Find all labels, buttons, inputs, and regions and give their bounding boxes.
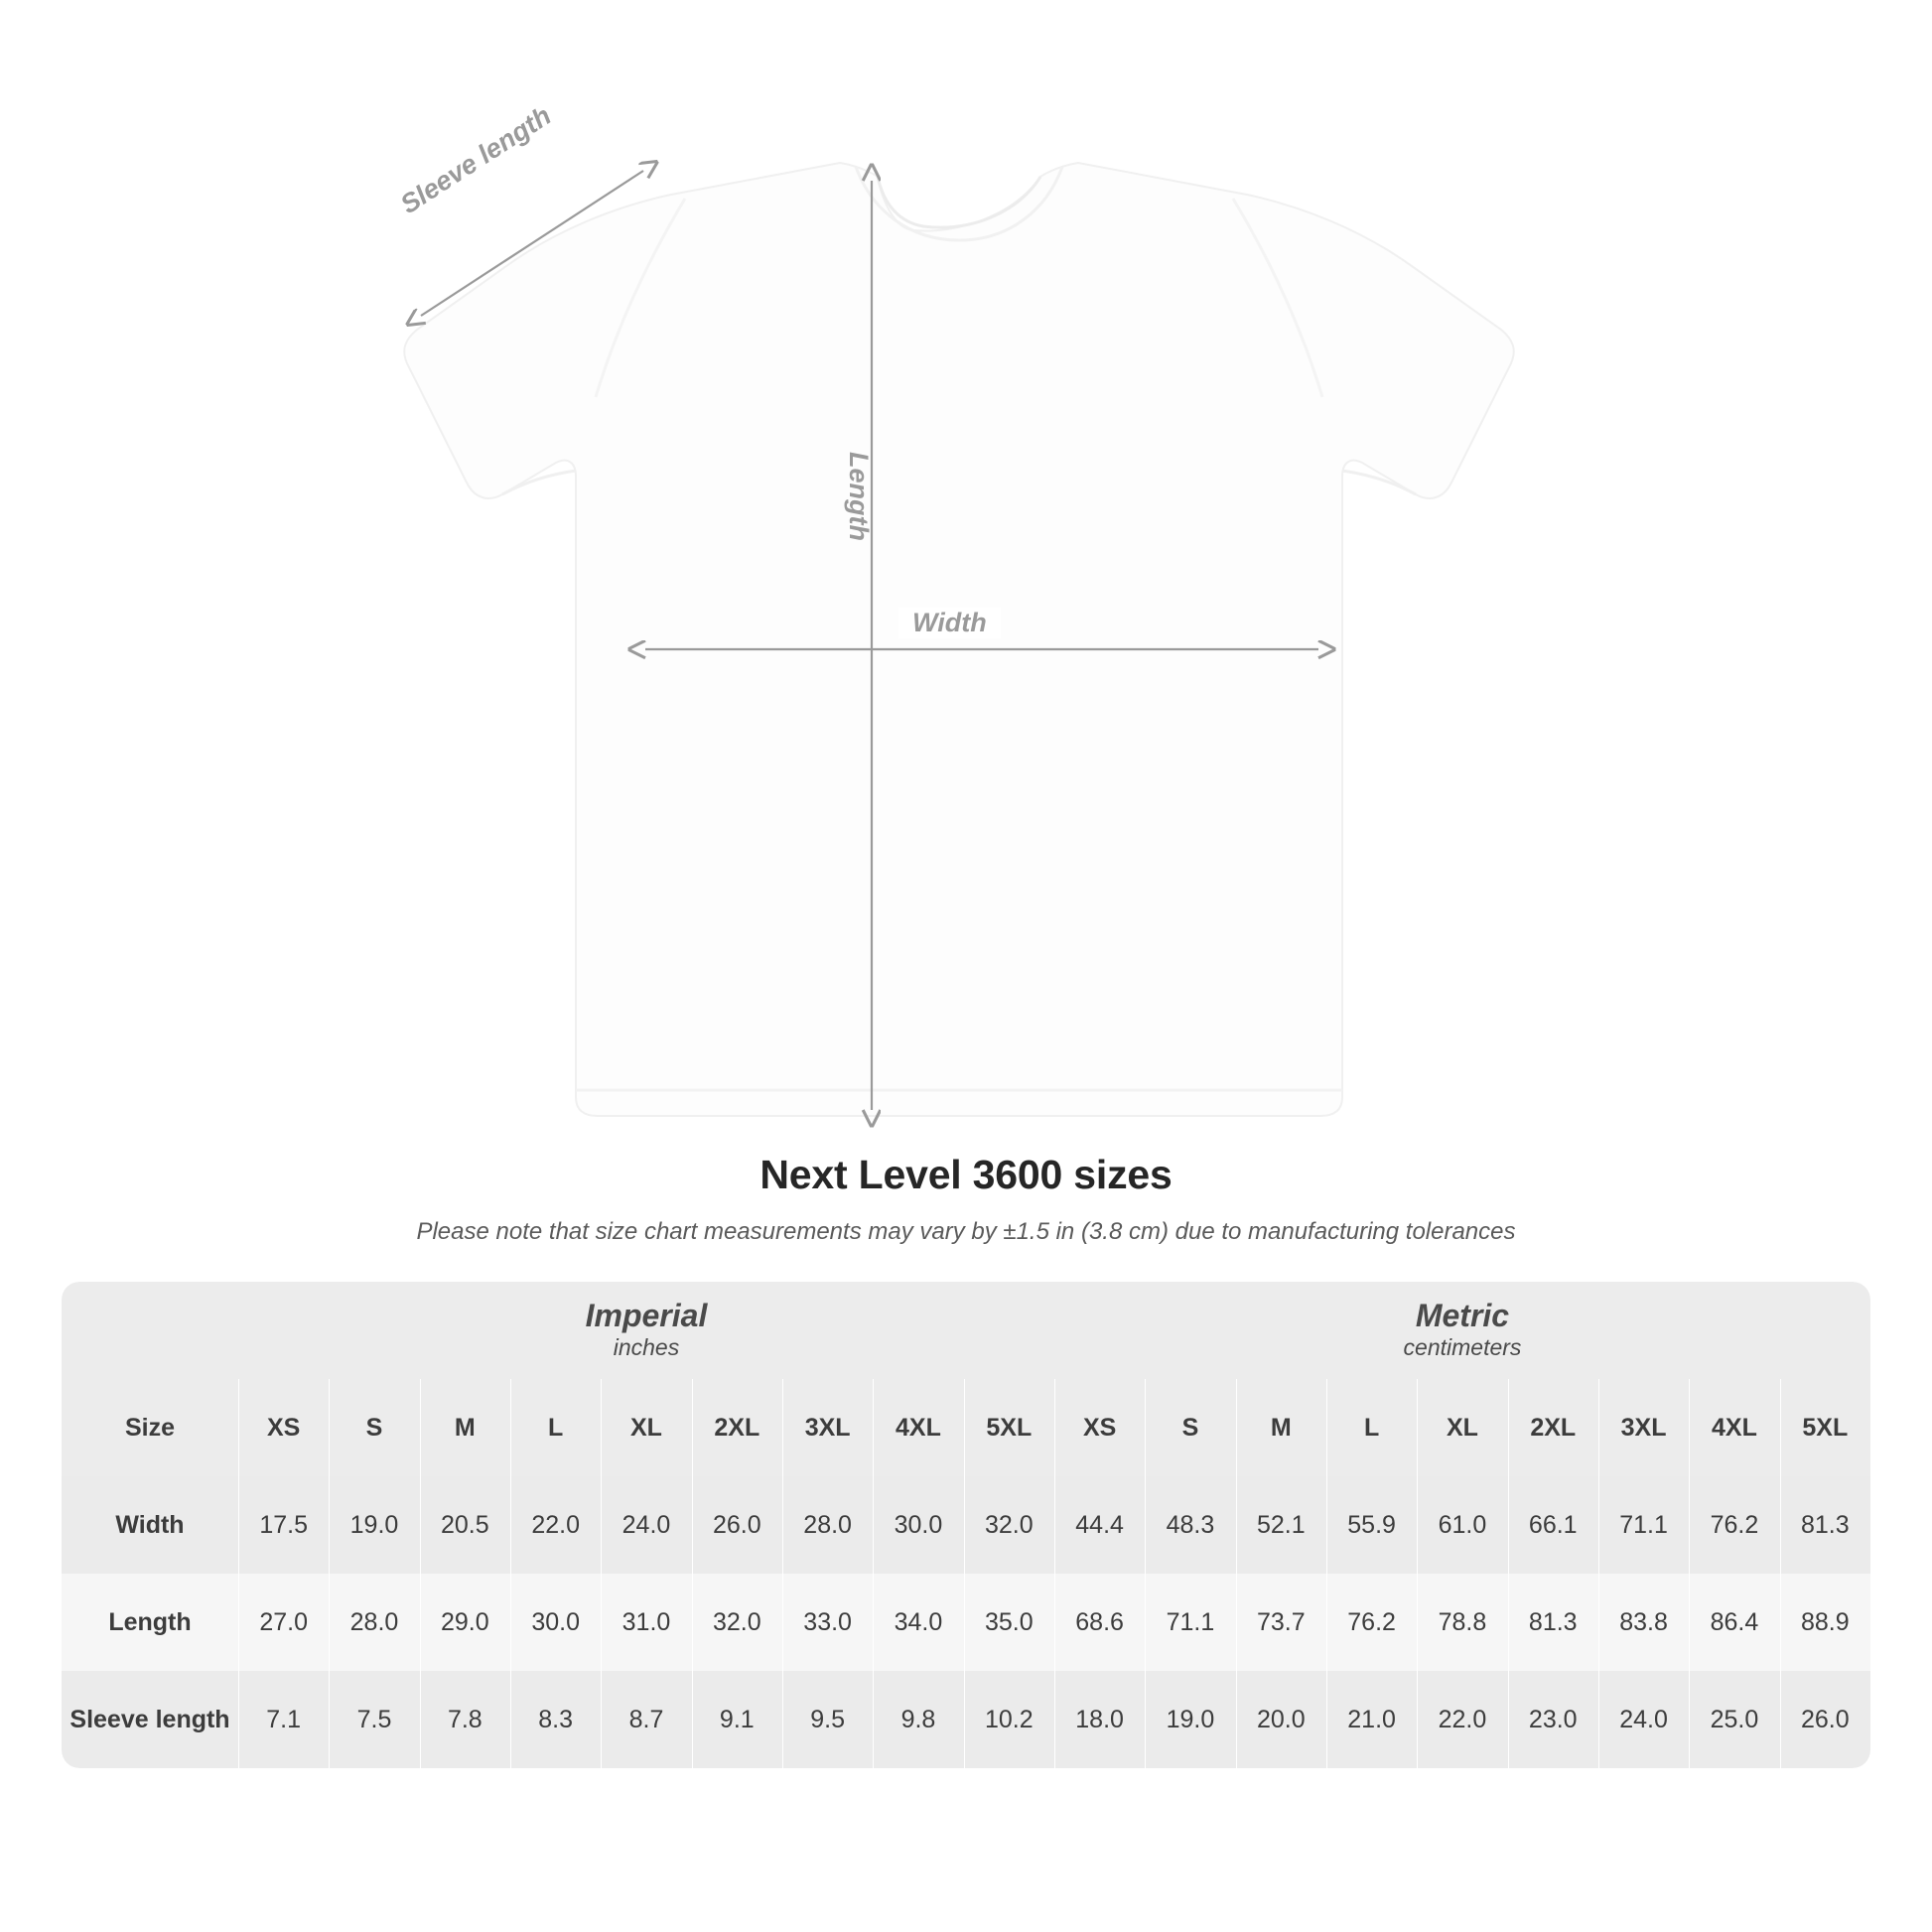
cell-sleeve-4xl-imperial: 9.8	[873, 1671, 963, 1768]
cell-length-xs-metric: 68.6	[1054, 1574, 1145, 1671]
cell-length-5xl-metric: 88.9	[1780, 1574, 1870, 1671]
cell-length-l-metric: 76.2	[1326, 1574, 1417, 1671]
size-header-2xl-metric: 2XL	[1508, 1379, 1598, 1476]
cell-width-s-metric: 48.3	[1145, 1476, 1235, 1574]
cell-width-xs-metric: 44.4	[1054, 1476, 1145, 1574]
size-header-3xl-metric: 3XL	[1598, 1379, 1689, 1476]
cell-width-2xl-imperial: 26.0	[692, 1476, 782, 1574]
size-header-l-metric: L	[1326, 1379, 1417, 1476]
cell-length-2xl-metric: 81.3	[1508, 1574, 1598, 1671]
cell-length-s-imperial: 28.0	[329, 1574, 419, 1671]
size-header-xs-metric: XS	[1054, 1379, 1145, 1476]
size-table	[62, 1282, 1870, 1768]
cell-width-l-metric: 55.9	[1326, 1476, 1417, 1574]
cell-width-xs-imperial: 17.5	[238, 1476, 329, 1574]
cell-sleeve-xl-imperial: 8.7	[601, 1671, 691, 1768]
cell-sleeve-l-imperial: 8.3	[510, 1671, 601, 1768]
table-row-length	[62, 1574, 1870, 1671]
size-table-body	[62, 1282, 1870, 1768]
cell-length-4xl-imperial: 34.0	[873, 1574, 963, 1671]
tolerance-note: Please note that size chart measurements may vary by ±1.5 in (3.8 cm) due to manufacturing tolerances	[416, 1218, 1516, 1245]
cell-sleeve-2xl-imperial: 9.1	[692, 1671, 782, 1768]
cell-sleeve-m-imperial: 7.8	[420, 1671, 510, 1768]
unit-metric-name: Metric	[1415, 1297, 1510, 1333]
size-header-xs-imperial: XS	[238, 1379, 329, 1476]
corner-cell	[62, 1282, 238, 1379]
cell-width-xl-metric: 61.0	[1417, 1476, 1507, 1574]
unit-header-row	[62, 1282, 1870, 1379]
cell-width-5xl-imperial: 32.0	[964, 1476, 1054, 1574]
cell-length-l-imperial: 30.0	[510, 1574, 601, 1671]
width-label: Width	[898, 608, 1001, 638]
size-header-4xl-imperial: 4XL	[873, 1379, 963, 1476]
title-block	[0, 1152, 1932, 1246]
cell-sleeve-m-metric: 20.0	[1236, 1671, 1326, 1768]
cell-width-m-imperial: 20.5	[420, 1476, 510, 1574]
size-header-l-imperial: L	[510, 1379, 601, 1476]
cell-sleeve-xs-metric: 18.0	[1054, 1671, 1145, 1768]
unit-imperial-sub: inches	[613, 1334, 680, 1361]
size-header-s-metric: S	[1145, 1379, 1235, 1476]
cell-width-2xl-metric: 66.1	[1508, 1476, 1598, 1574]
sleeve-length-label: Sleeve length	[395, 100, 557, 220]
cell-sleeve-3xl-metric: 24.0	[1598, 1671, 1689, 1768]
size-header-5xl-metric: 5XL	[1780, 1379, 1870, 1476]
size-header-s-imperial: S	[329, 1379, 419, 1476]
cell-length-xs-imperial: 27.0	[238, 1574, 329, 1671]
cell-length-s-metric: 71.1	[1145, 1574, 1235, 1671]
cell-length-3xl-metric: 83.8	[1598, 1574, 1689, 1671]
tshirt-shape	[404, 163, 1514, 1116]
size-header-m-imperial: M	[420, 1379, 510, 1476]
size-header-row	[62, 1379, 1870, 1476]
table-row-width	[62, 1476, 1870, 1574]
table-row-sleeve-length	[62, 1671, 1870, 1768]
cell-sleeve-5xl-metric: 26.0	[1780, 1671, 1870, 1768]
unit-group-imperial	[238, 1282, 1054, 1379]
row-label-length: Length	[62, 1574, 238, 1671]
size-table-wrapper	[62, 1282, 1870, 1768]
cell-length-5xl-imperial: 35.0	[964, 1574, 1054, 1671]
unit-imperial-name: Imperial	[585, 1297, 708, 1333]
cell-width-5xl-metric: 81.3	[1780, 1476, 1870, 1574]
cell-sleeve-4xl-metric: 25.0	[1689, 1671, 1779, 1768]
row-label-width: Width	[62, 1476, 238, 1574]
cell-width-3xl-imperial: 28.0	[782, 1476, 873, 1574]
size-header-5xl-imperial: 5XL	[964, 1379, 1054, 1476]
size-header-xl-imperial: XL	[601, 1379, 691, 1476]
cell-width-l-imperial: 22.0	[510, 1476, 601, 1574]
cell-sleeve-xl-metric: 22.0	[1417, 1671, 1507, 1768]
cell-length-4xl-metric: 86.4	[1689, 1574, 1779, 1671]
cell-length-m-imperial: 29.0	[420, 1574, 510, 1671]
page-title: Next Level 3600 sizes	[759, 1152, 1173, 1197]
cell-sleeve-5xl-imperial: 10.2	[964, 1671, 1054, 1768]
cell-sleeve-3xl-imperial: 9.5	[782, 1671, 873, 1768]
size-header-xl-metric: XL	[1417, 1379, 1507, 1476]
size-header-m-metric: M	[1236, 1379, 1326, 1476]
size-header-label: Size	[62, 1379, 238, 1476]
unit-group-metric	[1054, 1282, 1870, 1379]
cell-sleeve-s-metric: 19.0	[1145, 1671, 1235, 1768]
cell-sleeve-xs-imperial: 7.1	[238, 1671, 329, 1768]
cell-width-xl-imperial: 24.0	[601, 1476, 691, 1574]
cell-length-xl-imperial: 31.0	[601, 1574, 691, 1671]
cell-length-3xl-imperial: 33.0	[782, 1574, 873, 1671]
cell-width-s-imperial: 19.0	[329, 1476, 419, 1574]
cell-sleeve-s-imperial: 7.5	[329, 1671, 419, 1768]
cell-width-4xl-metric: 76.2	[1689, 1476, 1779, 1574]
cell-width-3xl-metric: 71.1	[1598, 1476, 1689, 1574]
cell-sleeve-l-metric: 21.0	[1326, 1671, 1417, 1768]
cell-length-2xl-imperial: 32.0	[692, 1574, 782, 1671]
length-label: Length	[844, 452, 874, 541]
cell-length-m-metric: 73.7	[1236, 1574, 1326, 1671]
cell-sleeve-2xl-metric: 23.0	[1508, 1671, 1598, 1768]
size-header-2xl-imperial: 2XL	[692, 1379, 782, 1476]
size-header-3xl-imperial: 3XL	[782, 1379, 873, 1476]
cell-length-xl-metric: 78.8	[1417, 1574, 1507, 1671]
unit-metric-sub: centimeters	[1403, 1334, 1522, 1361]
size-header-4xl-metric: 4XL	[1689, 1379, 1779, 1476]
row-label-sleeve-length: Sleeve length	[62, 1671, 238, 1768]
cell-width-m-metric: 52.1	[1236, 1476, 1326, 1574]
cell-width-4xl-imperial: 30.0	[873, 1476, 963, 1574]
